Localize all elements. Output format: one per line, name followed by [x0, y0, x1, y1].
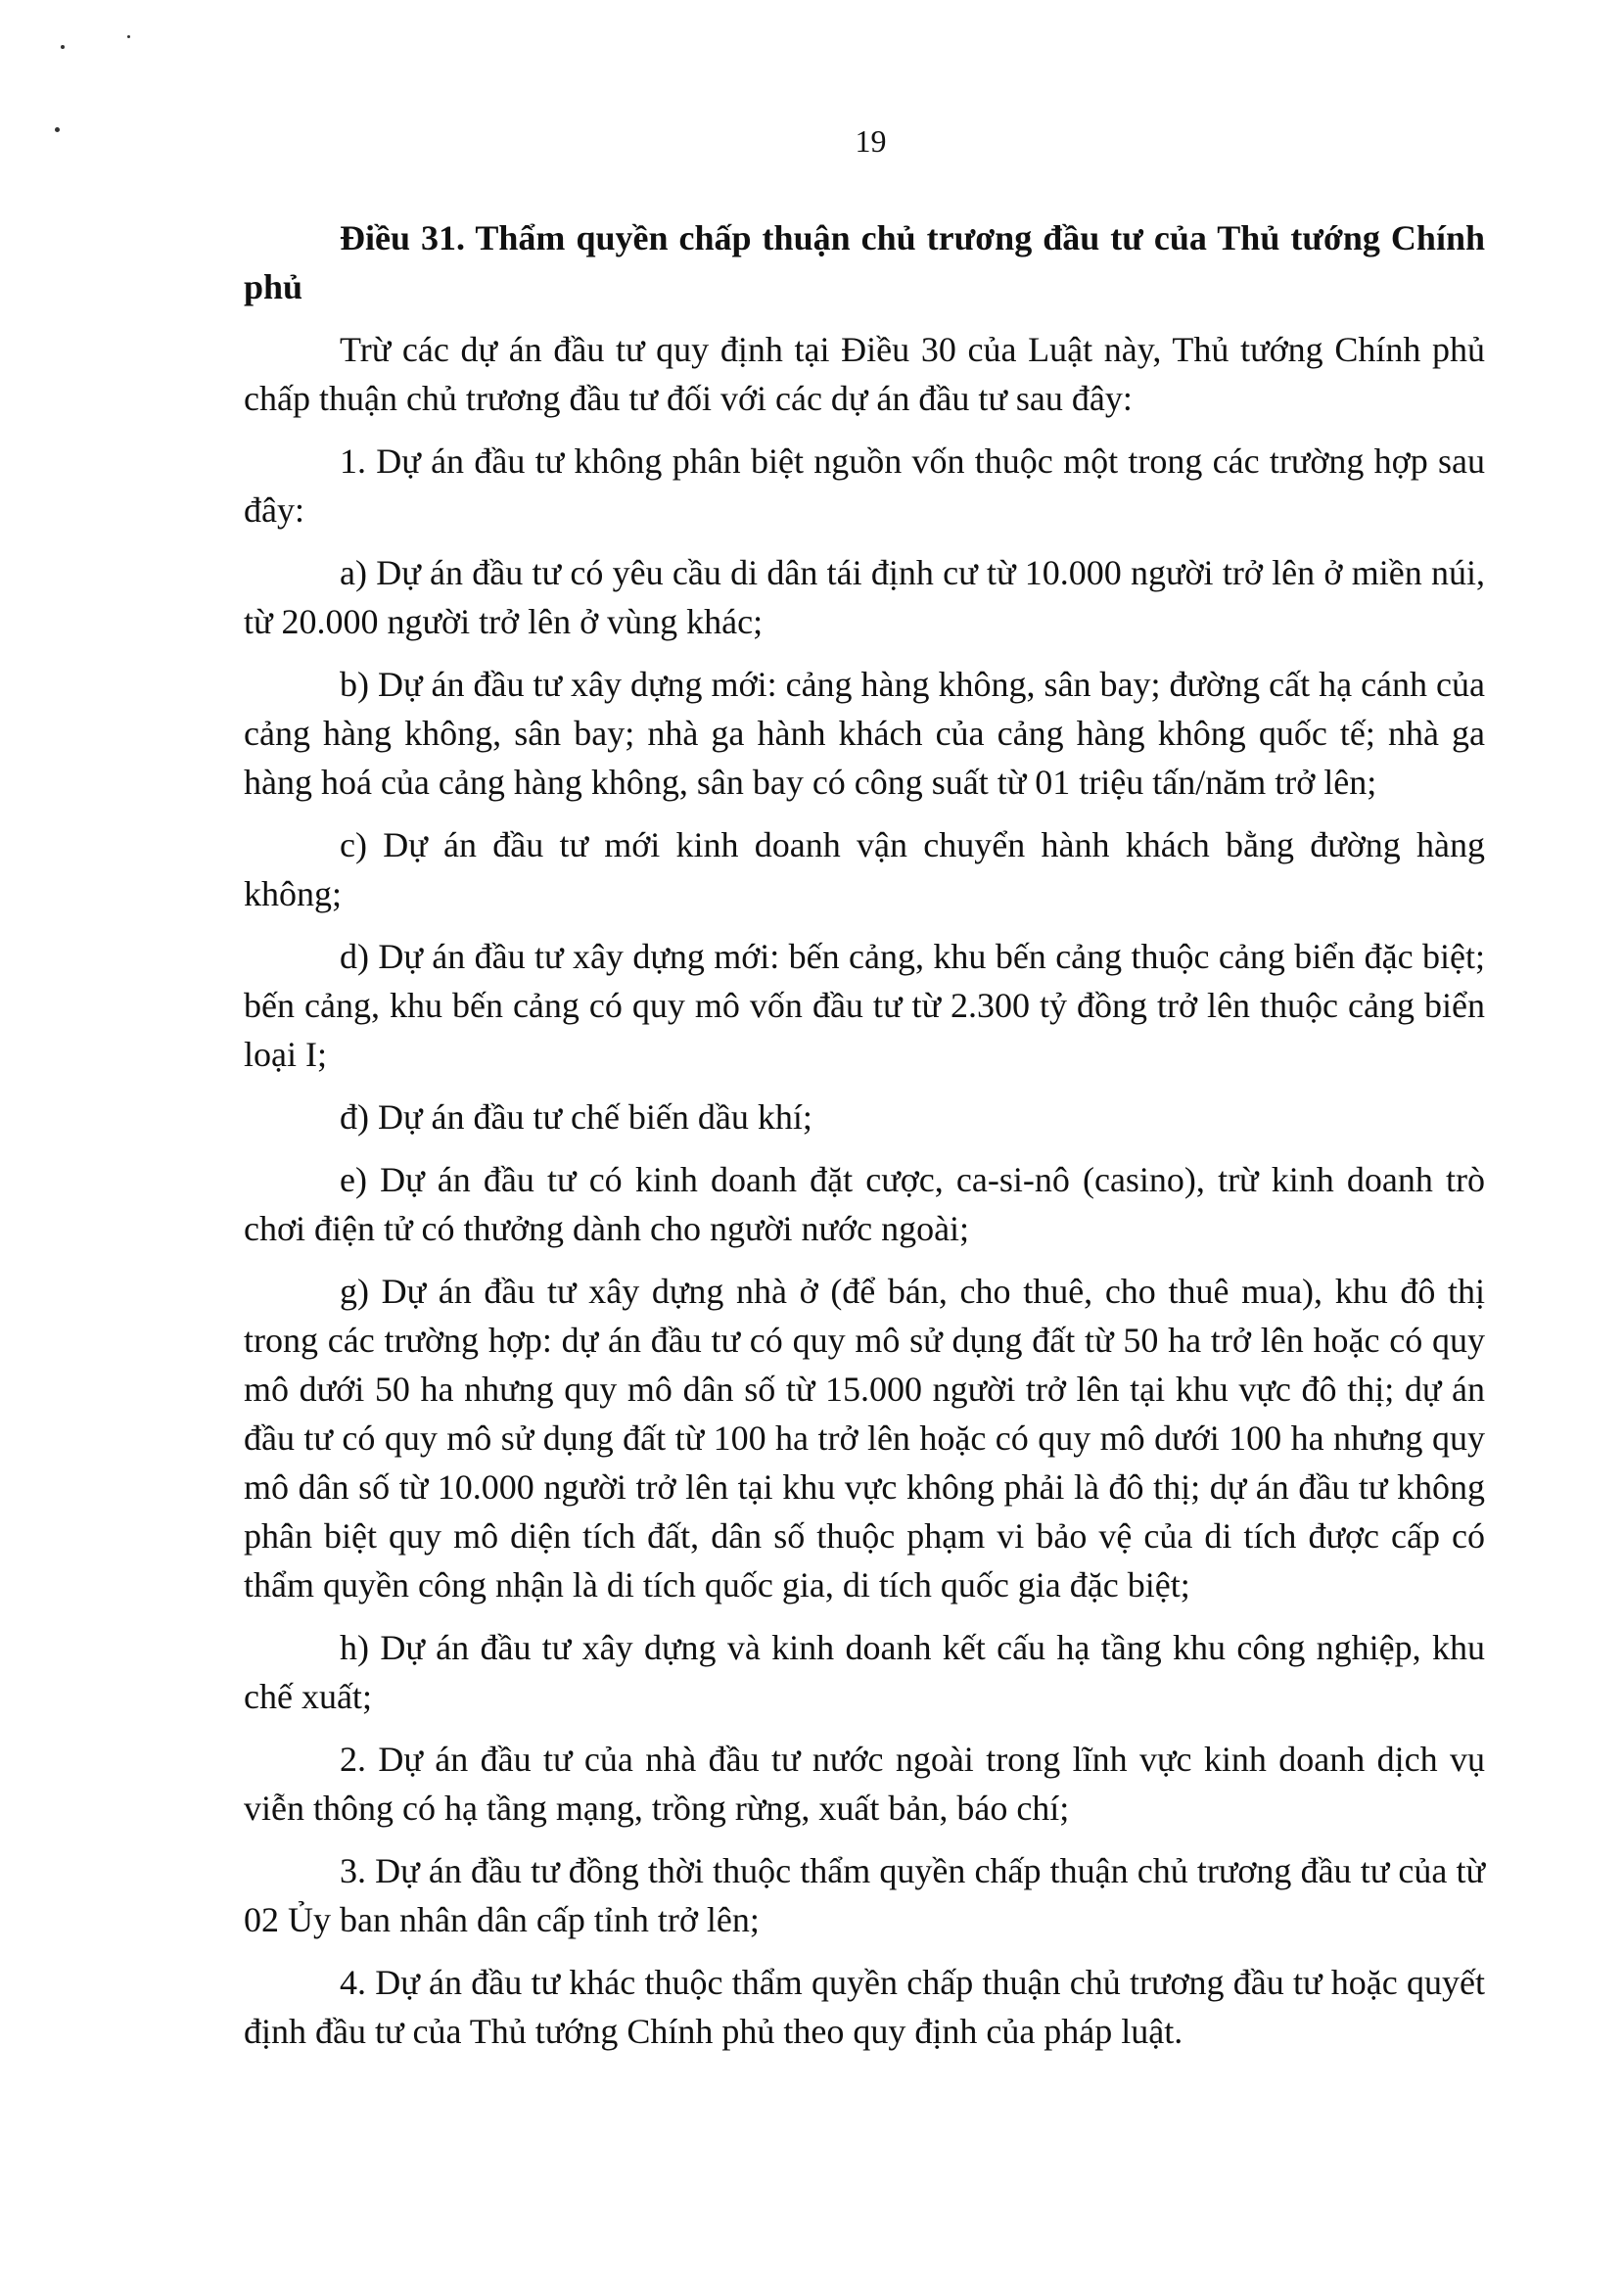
paragraph-point-a: a) Dự án đầu tư có yêu cầu di dân tái định cư từ 10.000 người trở lên ở miền núi, từ 20.000 người trở lên ở vùng khác; [244, 553, 1485, 641]
article-body [244, 213, 1485, 2070]
page-number: 19 [855, 123, 887, 159]
paragraph-point-c: c) Dự án đầu tư mới kinh doanh vận chuyển hành khách bằng đường hàng không; [244, 825, 1485, 913]
paragraph-intro: Trừ các dự án đầu tư quy định tại Điều 30 của Luật này, Thủ tướng Chính phủ chấp thuận chủ trương đầu tư đối với các dự án đầu tư sau đây: [244, 330, 1485, 418]
paragraph-point-e: e) Dự án đầu tư có kinh doanh đặt cược, ca-si-nô (casino), trừ kinh doanh trò chơi điện tử có thưởng dành cho người nước ngoài; [244, 1160, 1485, 1248]
paragraph-clause-2: 2. Dự án đầu tư của nhà đầu tư nước ngoài trong lĩnh vực kinh doanh dịch vụ viễn thông có hạ tầng mạng, trồng rừng, xuất bản, báo chí; [244, 1740, 1485, 1828]
scan-speck [127, 35, 130, 38]
scan-speck [61, 45, 65, 49]
paragraph-clause-3: 3. Dự án đầu tư đồng thời thuộc thẩm quyền chấp thuận chủ trương đầu tư của từ 02 Ủy ban nhân dân cấp tỉnh trở lên; [244, 1851, 1485, 1939]
paragraph-clause-1: 1. Dự án đầu tư không phân biệt nguồn vốn thuộc một trong các trường hợp sau đây: [244, 442, 1485, 530]
paragraph-point-b: b) Dự án đầu tư xây dựng mới: cảng hàng không, sân bay; đường cất hạ cánh của cảng hàng không, sân bay; nhà ga hành khách của cảng hàng không quốc tế; nhà ga hàng hoá của cảng hàng không, sân bay có công suất từ 01 triệu tấn/năm trở lên; [244, 665, 1485, 802]
paragraph-point-h: h) Dự án đầu tư xây dựng và kinh doanh kết cấu hạ tầng khu công nghiệp, khu chế xuất; [244, 1628, 1485, 1716]
paragraph-point-d: d) Dự án đầu tư xây dựng mới: bến cảng, khu bến cảng thuộc cảng biển đặc biệt; bến cảng, khu bến cảng có quy mô vốn đầu tư từ 2.300 tỷ đồng trở lên thuộc cảng biển loại I; [244, 937, 1485, 1074]
paragraph-point-dd: đ) Dự án đầu tư chế biến dầu khí; [340, 1097, 812, 1137]
paragraph-point-g: g) Dự án đầu tư xây dựng nhà ở (để bán, cho thuê, cho thuê mua), khu đô thị trong các trường hợp: dự án đầu tư có quy mô sử dụng đất từ 50 ha trở lên hoặc có quy mô dưới 50 ha nhưng quy mô dân số từ 15.000 người trở lên tại khu vực đô thị; dự án đầu tư có quy mô sử dụng đất từ 100 ha trở lên hoặc có quy mô dưới 100 ha nhưng quy mô dân số từ 10.000 người trở lên tại khu vực không phải là đô thị; dự án đầu tư không phân biệt quy mô diện tích đất, dân số thuộc phạm vi bảo vệ của di tích được cấp có thẩm quyền công nhận là di tích quốc gia, di tích quốc gia đặc biệt; [244, 1272, 1485, 1605]
paragraph-clause-4: 4. Dự án đầu tư khác thuộc thẩm quyền chấp thuận chủ trương đầu tư hoặc quyết định đầu tư của Thủ tướng Chính phủ theo quy định của pháp luật. [244, 1963, 1485, 2051]
article-title: Điều 31. Thẩm quyền chấp thuận chủ trương đầu tư của Thủ tướng Chính phủ [244, 218, 1485, 306]
